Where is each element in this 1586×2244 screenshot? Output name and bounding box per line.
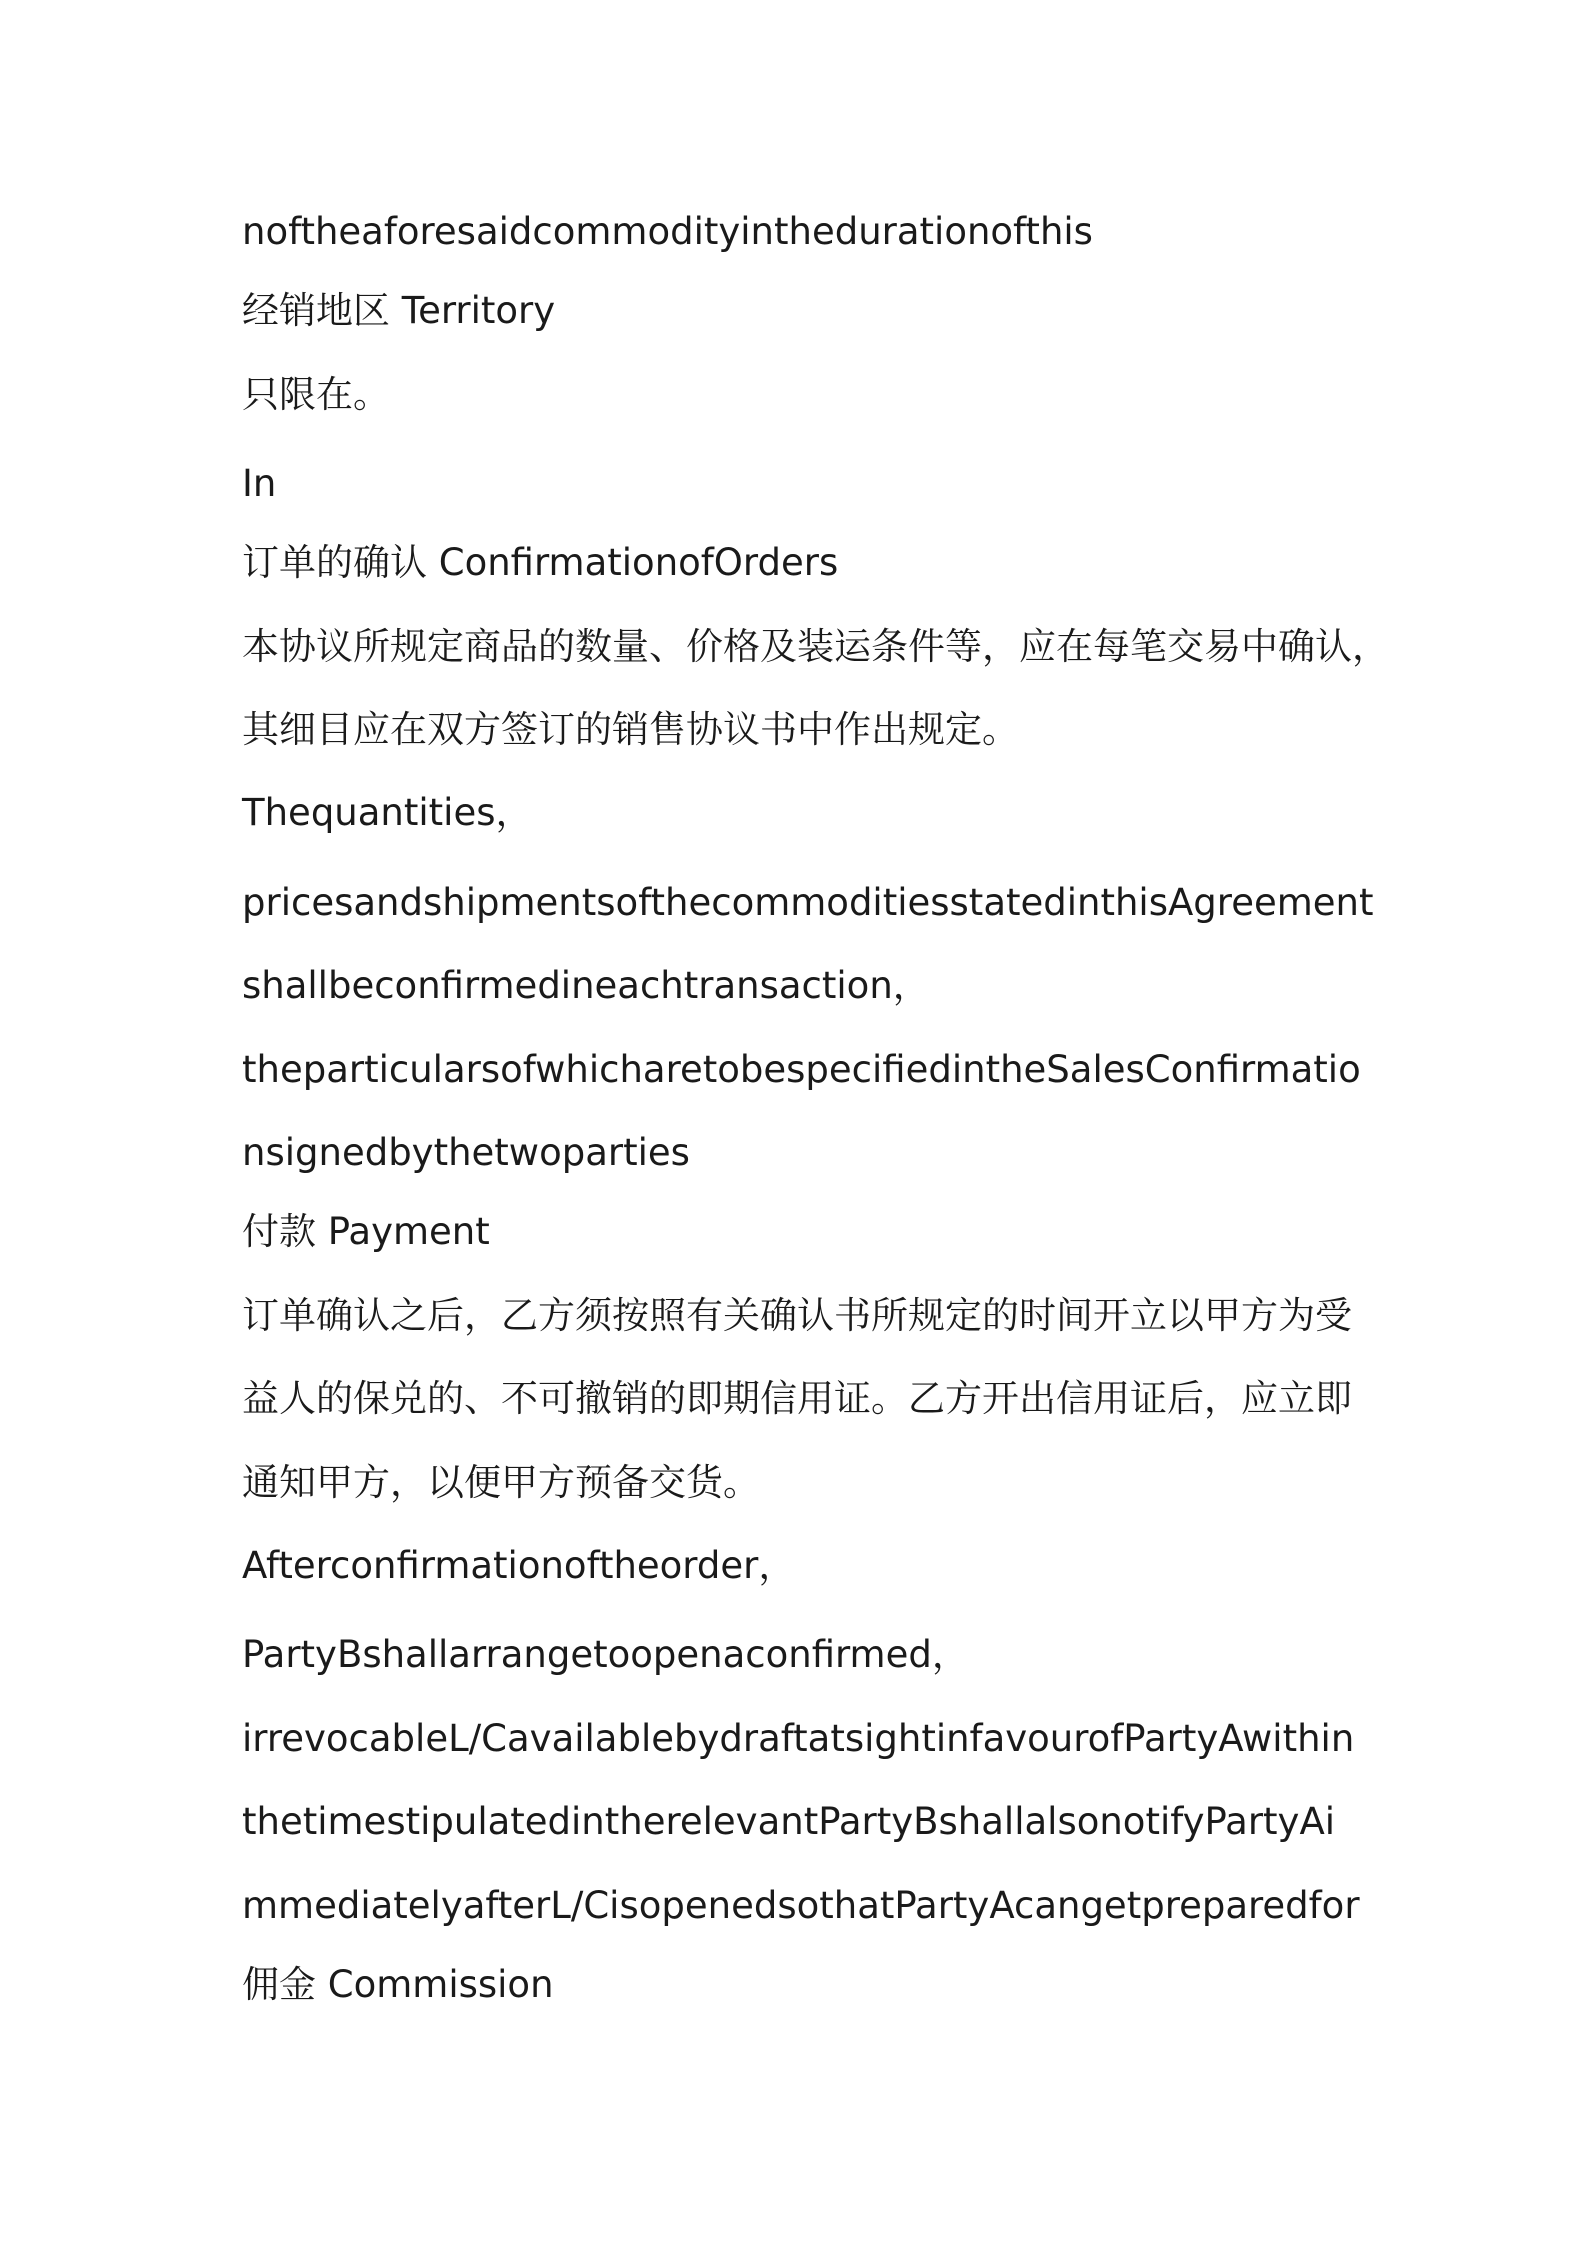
- text-line: theparticularsofwhicharetobespecifiedintheSalesConfirmatio: [242, 1048, 1361, 1091]
- section-heading-commission: 佣金 Commission: [242, 1963, 554, 2006]
- text-line: shallbeconfirmedineachtransaction，: [242, 964, 930, 1007]
- text-line: 其细目应在双方签订的销售协议书中作出规定。: [242, 708, 1019, 751]
- text-line: 益人的保兑的、不可撤销的即期信用证。乙方开出信用证后，应立即: [242, 1377, 1352, 1420]
- text-line: thetimestipulatedintherelevantPartyBshallalsonotifyPartyAi: [242, 1800, 1336, 1843]
- text-line: Thequantities，: [242, 791, 533, 834]
- section-heading-payment: 付款 Payment: [242, 1210, 490, 1253]
- text-line: 本协议所规定商品的数量、价格及装运条件等，应在每笔交易中确认，: [242, 625, 1389, 668]
- text-line: PartyBshallarrangetoopenaconfirmed，: [242, 1633, 969, 1676]
- text-line: nsignedbythetwoparties: [242, 1131, 690, 1174]
- text-line: 通知甲方，以便甲方预备交货。: [242, 1461, 760, 1504]
- section-heading-territory: 经销地区 Territory: [242, 289, 556, 332]
- text-line: noftheaforesaidcommodityinthedurationofthis: [242, 210, 1093, 253]
- text-line: 订单确认之后，乙方须按照有关确认书所规定的时间开立以甲方为受: [242, 1294, 1352, 1337]
- text-line: 只限在。: [242, 373, 390, 416]
- section-heading-confirmation-of-orders: 订单的确认 ConfirmationofOrders: [242, 541, 839, 584]
- text-line: irrevocableL/CavailablebydraftatsightinfavourofPartyAwithin: [242, 1717, 1355, 1760]
- text-line: pricesandshipmentsofthecommoditiesstatedinthisAgreement: [242, 881, 1374, 924]
- text-line: mmediatelyafterL/CisopenedsothatPartyAcangetpreparedfor: [242, 1884, 1360, 1927]
- text-line: Afterconfirmationoftheorder，: [242, 1544, 796, 1587]
- text-line: In: [242, 462, 277, 505]
